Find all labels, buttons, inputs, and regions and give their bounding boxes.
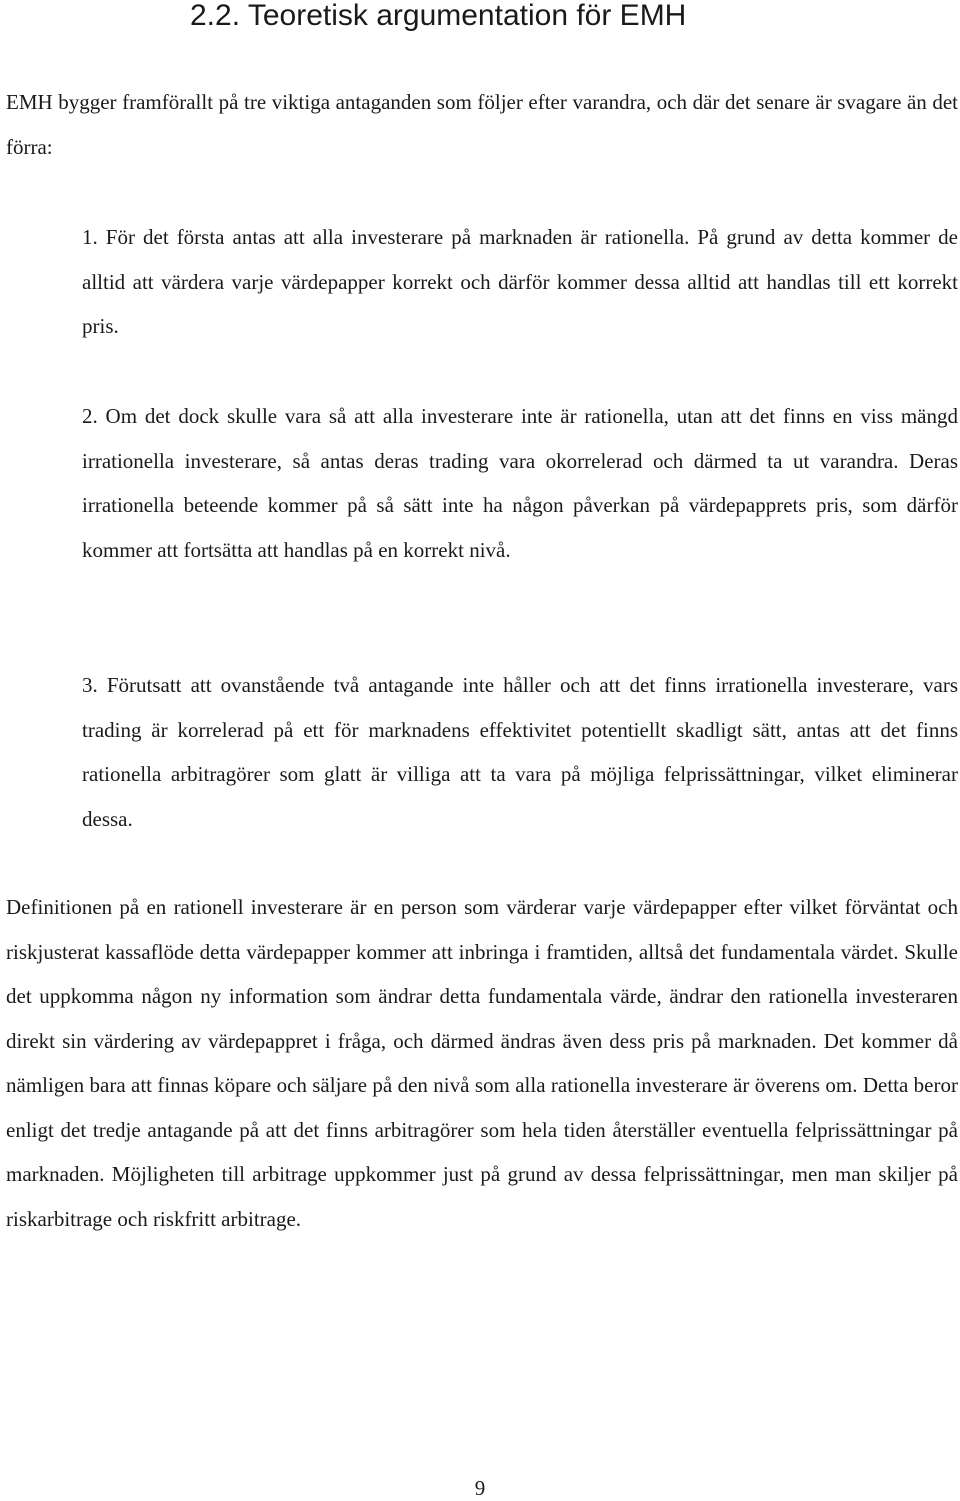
intro-paragraph: EMH bygger framförallt på tre viktiga antaganden som följer efter varandra, och där det senare är svagare än det förra: <box>6 90 958 159</box>
page-number: 9 <box>474 1476 486 1500</box>
assumption-item-1: 1. För det första antas att alla investerare på marknaden är rationella. På grund av detta kommer de alltid att värdera varje värdepapper korrekt och därför kommer dessa alltid att handlas till ett korrekt pris. <box>82 225 958 338</box>
section-heading: 2.2. Teoretisk argumentation för EMH <box>190 0 687 32</box>
assumption-item-2: 2. Om det dock skulle vara så att alla investerare inte är rationella, utan att det finns en viss mängd irrationella investerare, så antas deras trading vara okorrelerad och därmed ta ut varandra. Deras irrationella beteende kommer på så sätt inte ha någon påverkan på värdepapprets pris, som därför kommer att fortsätta att handlas på en korrekt nivå. <box>82 404 958 562</box>
definition-paragraph: Definitionen på en rationell investerare är en person som värderar varje värdepapper efter vilket förväntat och riskjusterat kassaflöde detta värdepapper kommer att inbringa i framtiden, alltså det fundamentala värdet. Skulle det uppkomma någon ny information som ändrar detta fundamentala värde, ändrar den rationella investeraren direkt sin värdering av värdepappret i fråga, och därmed ändras även dess pris på marknaden. Det kommer då nämligen bara att finnas köpare och säljare på den nivå som alla rationella investerare är överens om. Detta beror enligt det tredje antagande på att det finns arbitragörer som hela tiden återställer eventuella felprissättningar på marknaden. Möjligheten till arbitrage uppkommer just på grund av dessa felprissättningar, men man skiljer på riskarbitrage och riskfritt arbitrage. <box>6 895 958 1231</box>
assumption-item-3: 3. Förutsatt att ovanstående två antagande inte håller och att det finns irrationella investerare, vars trading är korrelerad på ett för marknadens effektivitet potentiellt skadligt sätt, antas att det finns rationella arbitragörer som glatt är villiga att ta vara på möjliga felprissättningar, vilket eliminerar dessa. <box>82 673 958 831</box>
